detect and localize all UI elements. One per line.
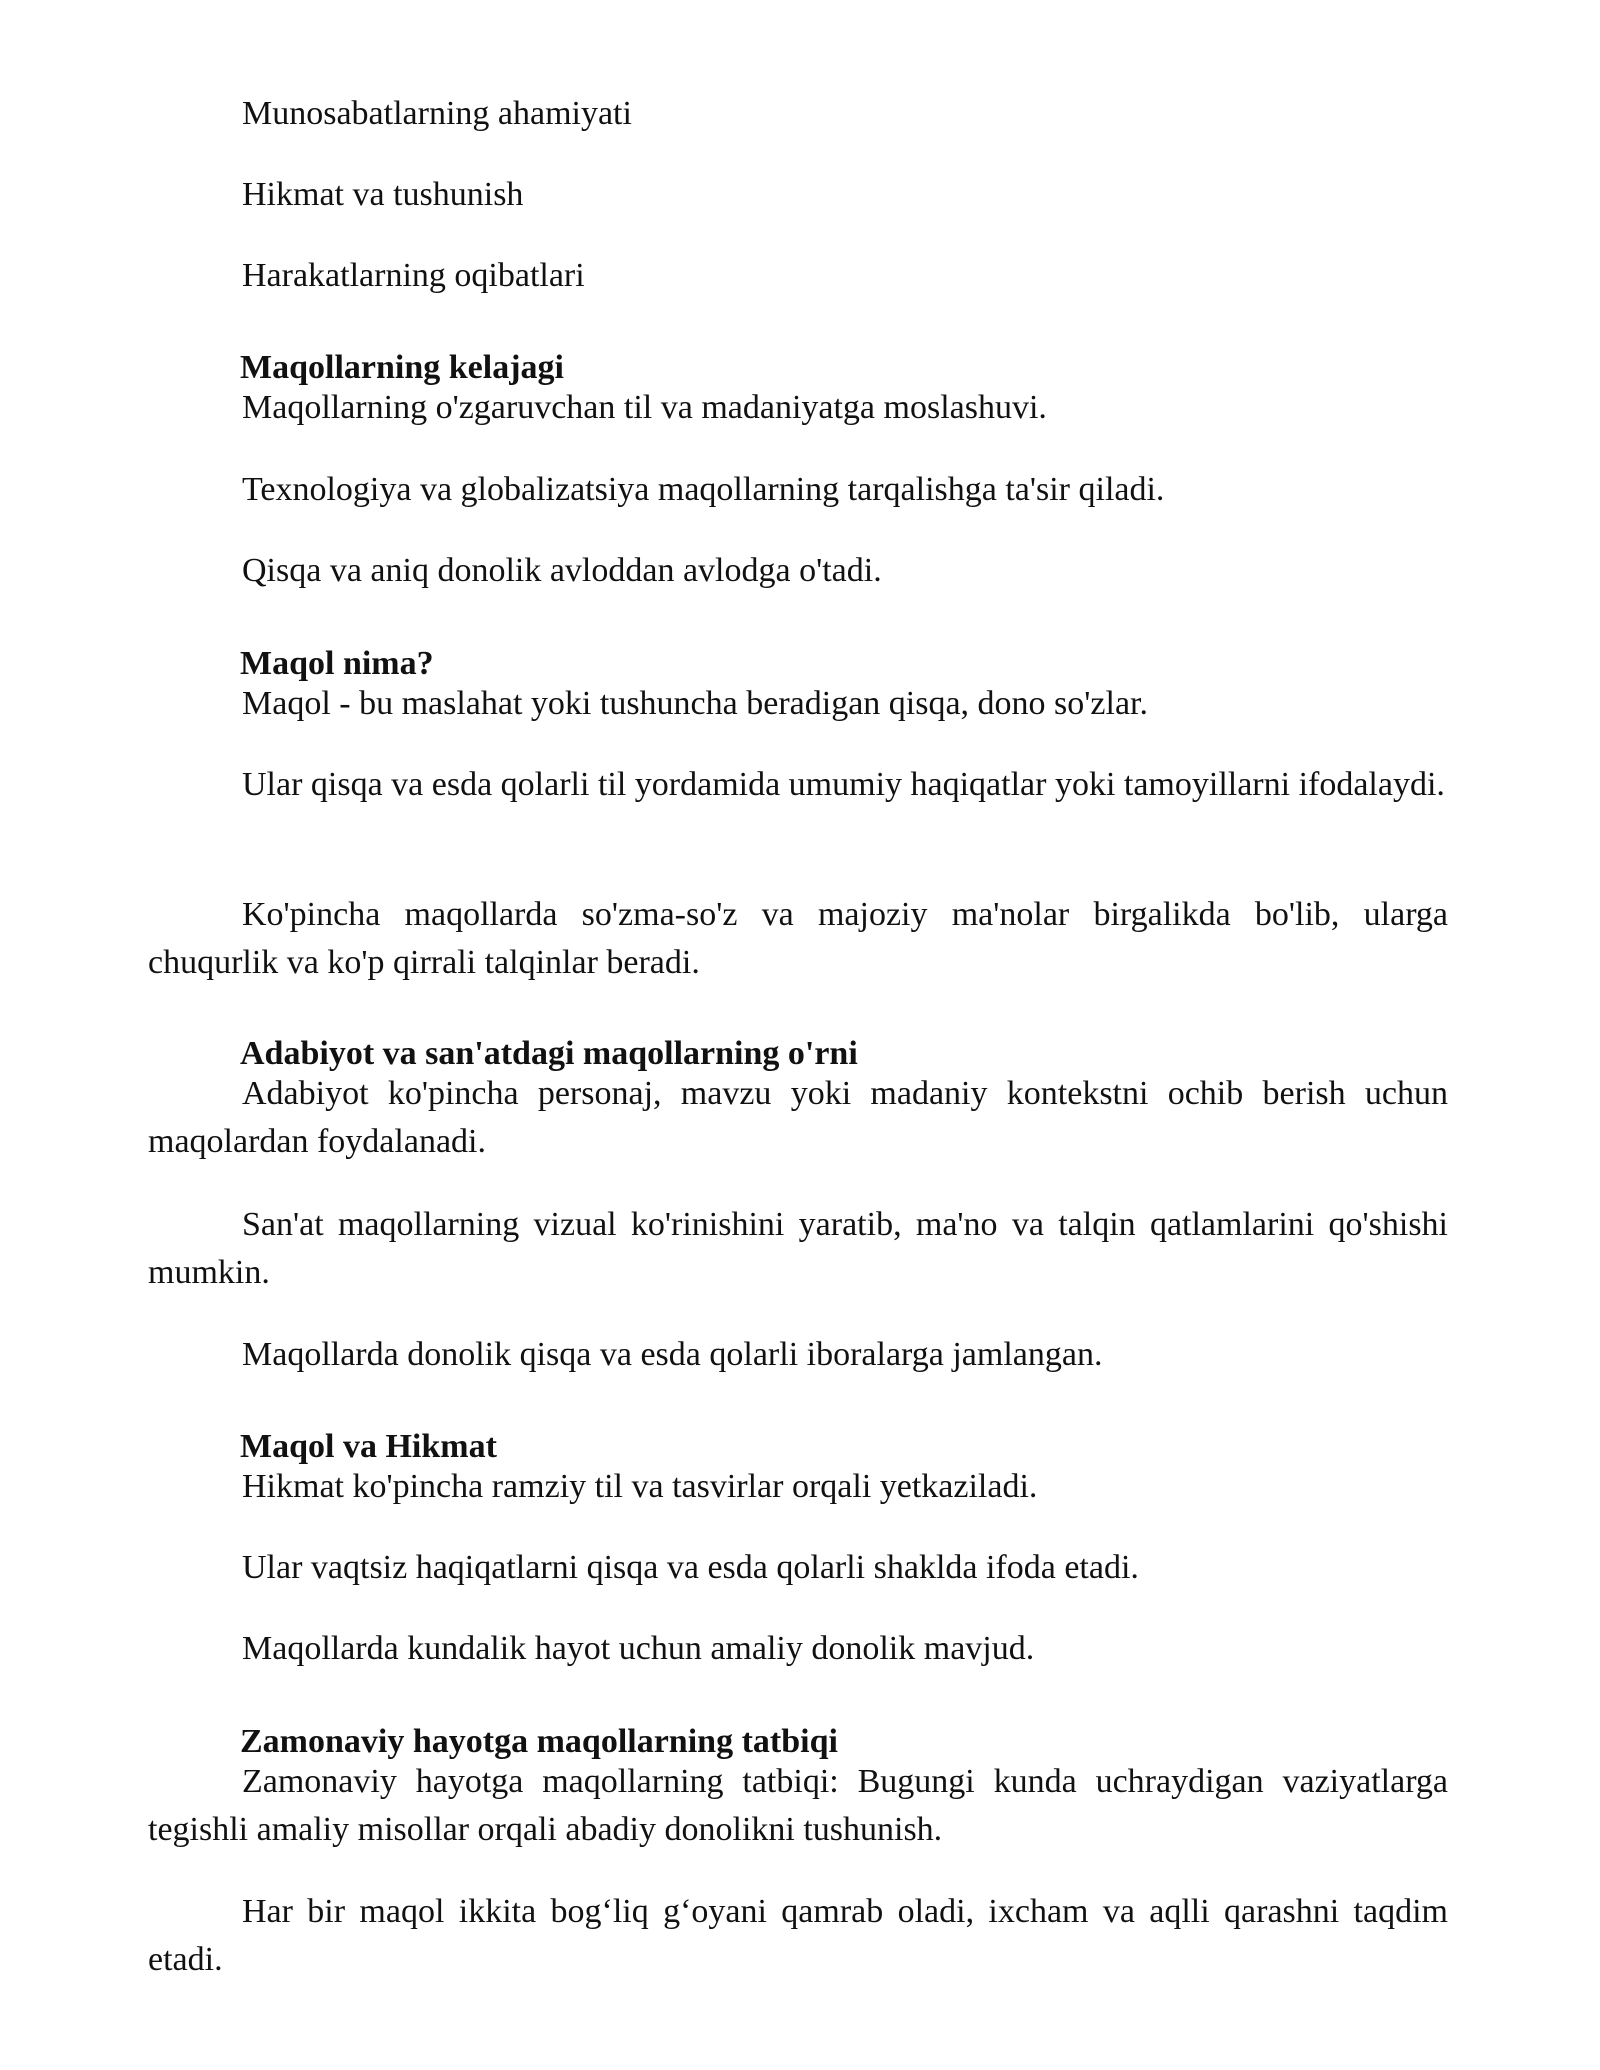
section-heading: Adabiyot va san'atdagi maqollarning o'rni xyxy=(240,1035,858,1072)
paragraph: San'at maqollarning vizual ko'rinishini yaratib, ma'no va talqin qatlamlarini qo'shishi mumkin. xyxy=(148,1206,1448,1291)
paragraph: Maqollarda donolik qisqa va esda qolarli iboralarga jamlangan. xyxy=(242,1336,1103,1373)
paragraph: Hikmat ko'pincha ramziy til va tasvirlar orqali yetkaziladi. xyxy=(242,1468,1038,1505)
list-item: Hikmat va tushunish xyxy=(242,176,524,213)
list-item: Harakatlarning oqibatlari xyxy=(242,257,585,294)
top-list xyxy=(148,90,1448,138)
section-heading: Maqollarning kelajagi xyxy=(240,349,564,386)
paragraph: Ular vaqtsiz haqiqatlarni qisqa va esda qolarli shaklda ifoda etadi. xyxy=(242,1549,1139,1586)
paragraph: Maqollarda kundalik hayot uchun amaliy donolik mavjud. xyxy=(242,1630,1035,1667)
paragraph: Qisqa va aniq donolik avloddan avlodga o'tadi. xyxy=(242,552,882,589)
paragraph: Zamonaviy hayotga maqollarning tatbiqi: Bugungi kunda uchraydigan vaziyatlarga tegishli amaliy misollar orqali abadiy donolikni tushunish. xyxy=(148,1763,1448,1848)
paragraph: Adabiyot ko'pincha personaj, mavzu yoki madaniy kontekstni ochib berish uchun maqolardan foydalanadi. xyxy=(148,1075,1448,1160)
list-item: Munosabatlarning ahamiyati xyxy=(242,95,632,132)
paragraph: Maqollarning o'zgaruvchan til va madaniyatga moslashuvi. xyxy=(242,389,1047,426)
paragraph: Texnologiya va globalizatsiya maqollarning tarqalishga ta'sir qiladi. xyxy=(242,471,1165,508)
paragraph: Har bir maqol ikkita bog‘liq g‘oyani qamrab oladi, ixcham va aqlli qarashni taqdim etadi. xyxy=(148,1893,1448,1978)
top-list xyxy=(148,252,1448,300)
section-heading: Zamonaviy hayotga maqollarning tatbiqi xyxy=(240,1723,838,1760)
section-heading: Maqol nima? xyxy=(240,645,434,682)
paragraph: Ko'pincha maqollarda so'zma-so'z va majoziy ma'nolar birgalikda bo'lib, ularga chuqurlik va ko'p qirrali talqinlar beradi. xyxy=(148,896,1448,981)
top-list xyxy=(148,171,1448,219)
paragraph: Ular qisqa va esda qolarli til yordamida umumiy haqiqatlar yoki tamoyillarni ifodalaydi. xyxy=(242,766,1445,803)
paragraph: Maqol - bu maslahat yoki tushuncha beradigan qisqa, dono so'zlar. xyxy=(242,685,1148,722)
section-heading: Maqol va Hikmat xyxy=(240,1428,497,1465)
